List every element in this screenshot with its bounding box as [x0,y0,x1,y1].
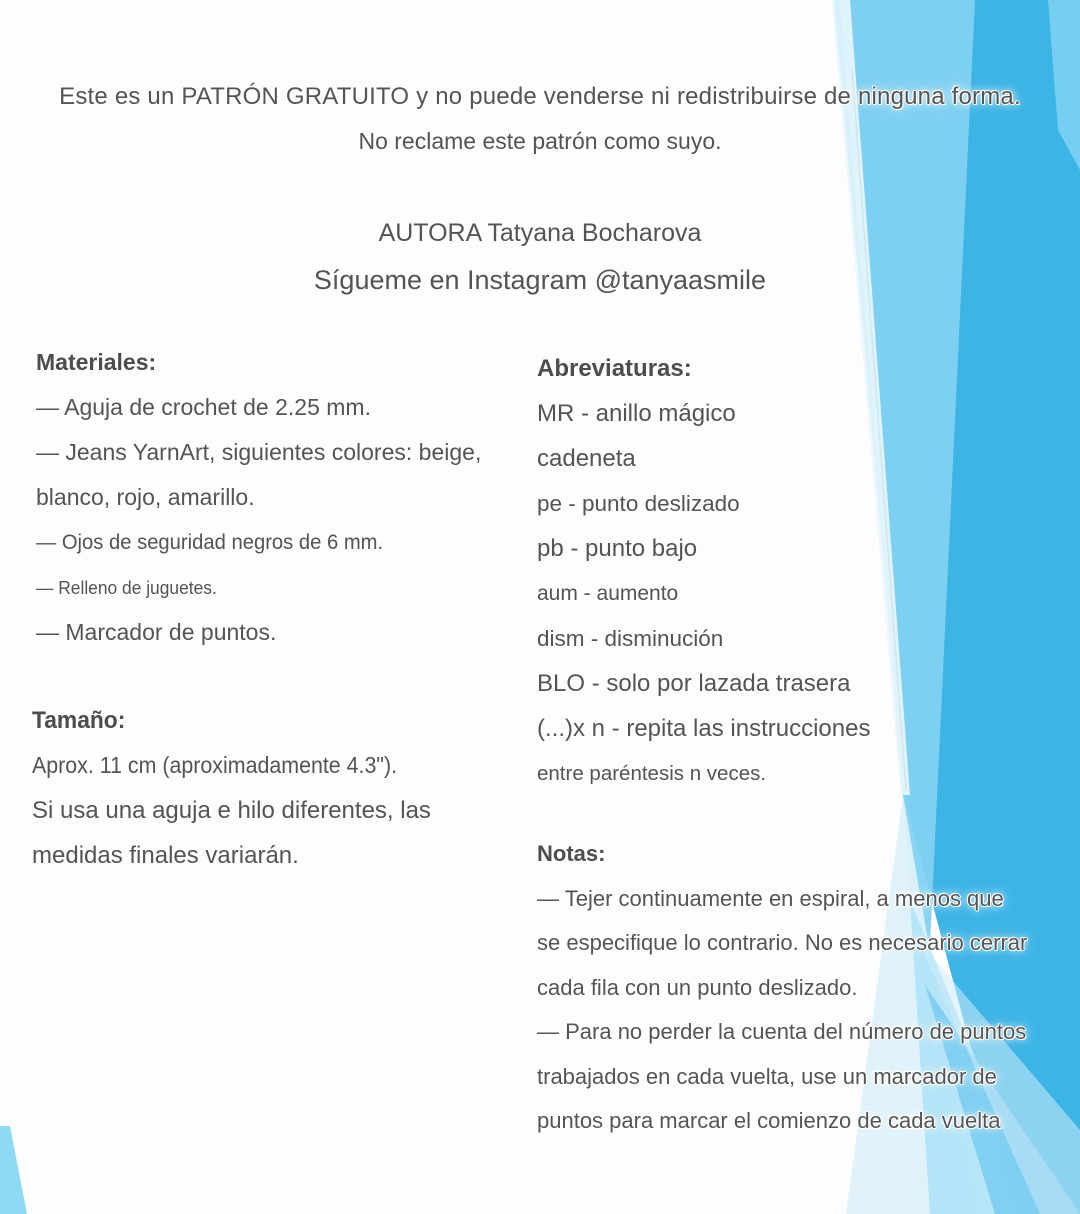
notes-title: Notas: [537,841,606,866]
material-item: — Ojos de seguridad negros de 6 mm. [36,530,384,554]
materials-title: Materiales: [36,349,157,375]
abbreviation-item: MR - anillo mágico [537,400,736,427]
abbreviation-item: BLO - solo por lazada trasera [537,670,851,697]
size-title: Tamaño: [32,707,126,734]
abbreviation-item: dism - disminución [537,626,724,651]
abbreviation-item: pe - punto deslizado [537,491,740,516]
facet-bottomleft-wedge [0,1126,27,1214]
size-disclaimer-line: Si usa una aguja e hilo diferentes, las medidas finales variarán. [32,797,431,869]
size-section [32,698,512,878]
abbreviation-item: aum - aumento [537,582,679,605]
materials-section [36,340,530,655]
author-line: AUTORA Tatyana Bocharova [378,219,702,247]
abbreviation-item: (...)x n - repita las instrucciones [537,715,871,742]
abbreviation-item: cadeneta [537,445,636,472]
abbreviation-item: entre paréntesis n veces. [537,762,767,785]
material-item: — Aguja de crochet de 2.25 mm. [36,394,371,420]
free-pattern-notice-line1: Este es un PATRÓN GRATUITO y no puede venderse ni redistribuirse de ninguna forma. [59,83,1021,110]
abbreviations-title: Abreviaturas: [537,355,692,382]
free-pattern-notice-line2: No reclame este patrón como suyo. [358,128,722,154]
abbreviations-section [537,346,1042,796]
abbreviation-item: pb - punto bajo [537,535,698,562]
instagram-handle-line: Sígueme en Instagram @tanyaasmile [313,265,767,295]
material-item: — Marcador de puntos. [36,619,277,645]
material-item: — Jeans YarnArt, siguientes colores: beige, blanco, rojo, amarillo. [36,439,482,510]
note-item: — Para no perder la cuenta del número de puntos trabajados en cada vuelta, use un marcador de puntos para marcar el comienzo de cada vuelta [537,1019,1027,1133]
note-item: — Tejer continuamente en espiral, a menos que se especifique lo contrario. No es necesario cerrar cada fila con un punto deslizado. [537,885,1028,1000]
notes-section [537,832,1031,1144]
material-item: — Relleno de juguetes. [36,577,217,598]
size-approx-line: Aprox. 11 cm (aproximadamente 4.3"). [32,752,398,778]
